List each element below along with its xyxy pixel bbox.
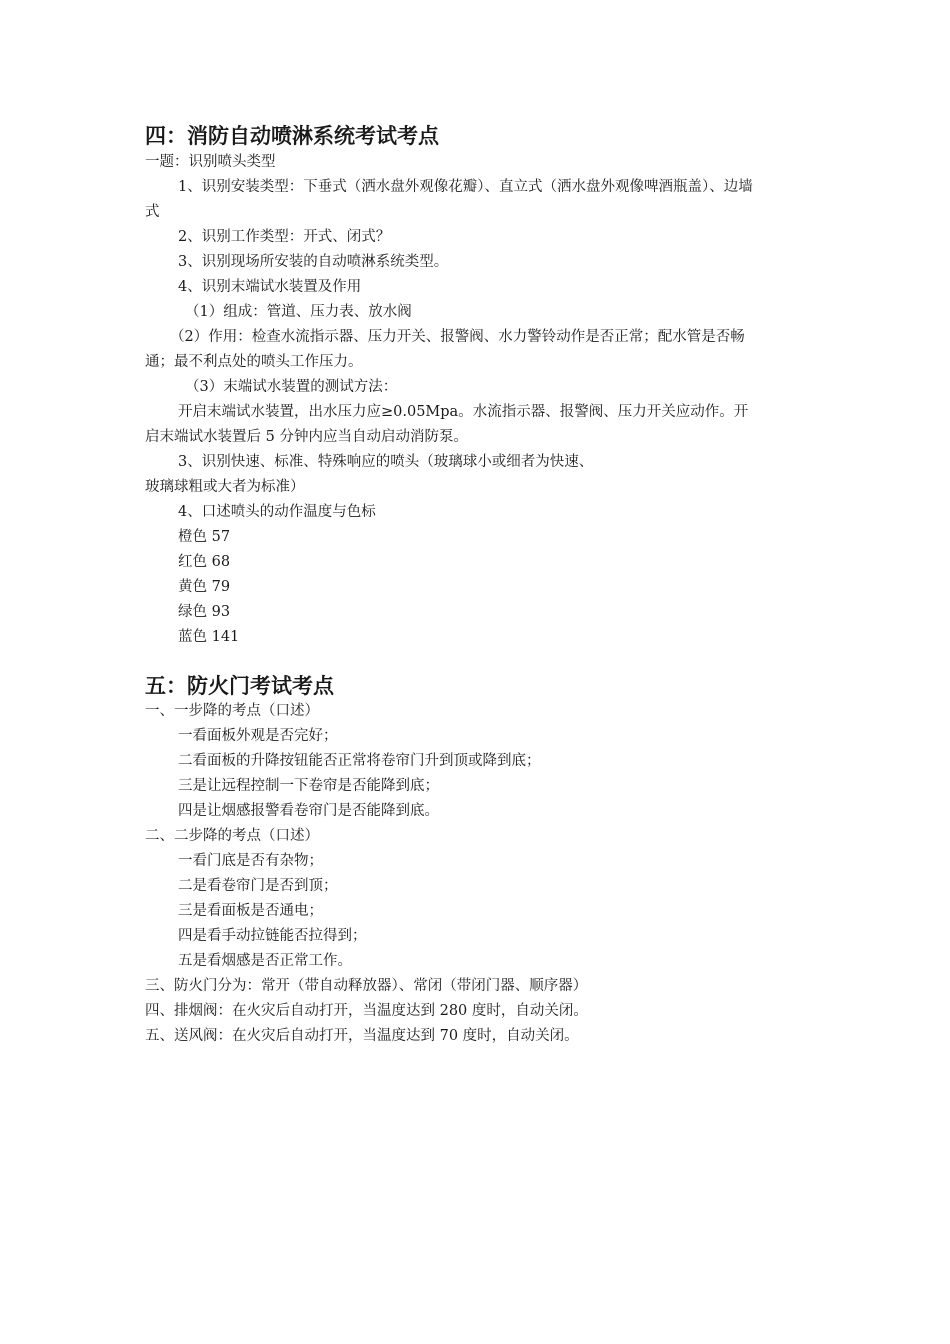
- s5-line-10: 四是看手动拉链能否拉得到；: [178, 928, 367, 944]
- s4-line-16: 橙色 57: [178, 529, 231, 545]
- s4-line-20: 蓝色 141: [178, 629, 240, 645]
- s5-line-12: 三、防火门分为：常开（带自动释放器）、常闭（带闭门器、顺序器）: [145, 978, 588, 994]
- s4-line-1: 一题：识别喷头类型: [145, 154, 276, 170]
- s5-line-9: 三是看面板是否通电；: [178, 903, 323, 919]
- s4-line-14: 玻璃球粗或大者为标准）: [145, 479, 305, 495]
- s4-line-17: 红色 68: [178, 554, 231, 570]
- section-5-title: 五：防火门考试考点: [145, 674, 334, 698]
- s5-line-2: 一看面板外观是否完好；: [178, 728, 338, 744]
- s4-line-11: 开启末端试水装置，出水压力应≥0.05Mpa。水流指示器、报警阀、压力开关应动作。开: [178, 404, 749, 420]
- s4-line-15: 4、口述喷头的动作温度与色标: [178, 504, 376, 520]
- s4-line-4: 2、识别工作类型：开式、闭式？: [178, 229, 391, 245]
- s4-line-10: （3）末端试水装置的测试方法：: [185, 379, 398, 395]
- s4-line-2: 1、识别安装类型：下垂式（洒水盘外观像花瓣）、直立式（洒水盘外观像啤酒瓶盖）、边墙: [178, 179, 753, 195]
- s5-line-14: 五、送风阀：在火灾后自动打开，当温度达到 70 度时，自动关闭。: [145, 1028, 579, 1044]
- s4-line-9: 通；最不利点处的喷头工作压力。: [145, 354, 363, 370]
- s5-line-3: 二看面板的升降按钮能否正常将卷帘门升到顶或降到底；: [178, 753, 541, 769]
- s4-line-19: 绿色 93: [178, 604, 231, 620]
- s4-line-12: 启末端试水装置后 5 分钟内应当自动启动消防泵。: [145, 429, 468, 445]
- s5-line-5: 四是让烟感报警看卷帘门是否能降到底。: [178, 803, 439, 819]
- s5-line-6: 二、二步降的考点（口述）: [145, 828, 319, 844]
- s4-line-8: （2）作用：检查水流指示器、压力开关、报警阀、水力警铃动作是否正常；配水管是否畅: [170, 329, 745, 345]
- s4-line-5: 3、识别现场所安装的自动喷淋系统类型。: [178, 254, 449, 270]
- s4-line-6: 4、识别末端试水装置及作用: [178, 279, 362, 295]
- s4-line-13: 3、识别快速、标准、特殊响应的喷头（玻璃球小或细者为快速、: [178, 454, 594, 470]
- s4-line-3: 式: [145, 204, 160, 220]
- s4-line-7: （1）组成：管道、压力表、放水阀: [185, 304, 412, 320]
- s5-line-11: 五是看烟感是否正常工作。: [178, 953, 352, 969]
- s5-line-7: 一看门底是否有杂物；: [178, 853, 323, 869]
- s5-line-8: 二是看卷帘门是否到顶；: [178, 878, 338, 894]
- s5-line-13: 四、排烟阀：在火灾后自动打开，当温度达到 280 度时，自动关闭。: [145, 1003, 588, 1019]
- s5-line-1: 一、一步降的考点（口述）: [145, 703, 319, 719]
- s5-line-4: 三是让远程控制一下卷帘是否能降到底；: [178, 778, 439, 794]
- section-4-title: 四：消防自动喷淋系统考试考点: [145, 124, 439, 148]
- s4-line-18: 黄色 79: [178, 579, 231, 595]
